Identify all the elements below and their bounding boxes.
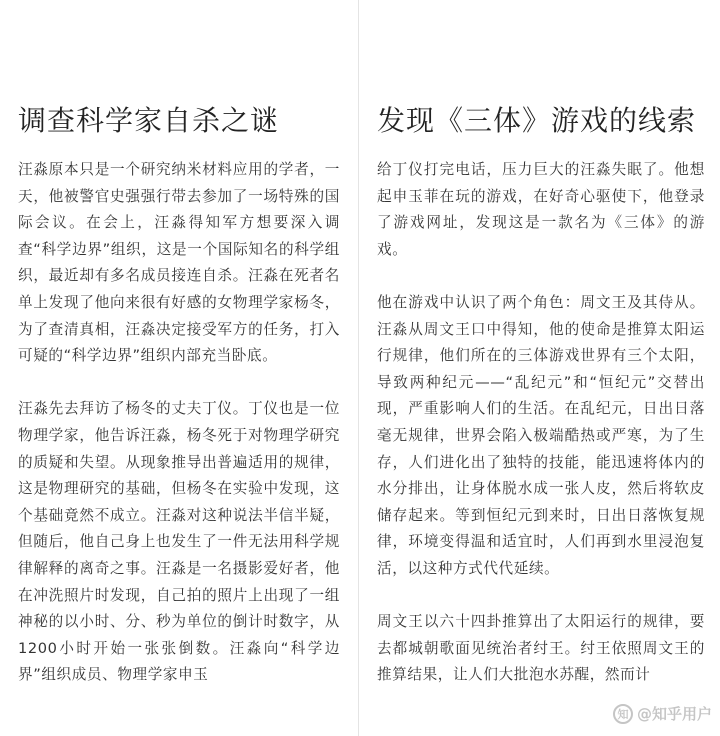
right-column — [358, 0, 720, 736]
right-body — [377, 157, 705, 715]
watermark-text: @知乎用户 — [636, 705, 712, 723]
right-heading: 发现《三体》游戏的线索 — [377, 104, 697, 137]
left-body — [18, 157, 340, 715]
zhihu-watermark — [613, 703, 712, 724]
left-paragraph-2: 汪淼先去拜访了杨冬的丈夫丁仪。丁仪也是一位物理学家，他告诉汪淼，杨冬死于对物理学研究的质疑和失望。从现象推导出普遍适用的规律，这是物理研究的基础，但杨冬在实验中发现，这个基础竟然不成立。汪淼对这种说法半信半疑，但随后，他自己身上也发生了一件无法用科学规律解释的离奇之事。汪淼是一名摄影爱好者，他在冲洗照片时发现，自己拍的照片上出现了一组神秘的以小时、分、秒为单位的倒计时数字，从1200小时开始一张张倒数。汪淼向“科学边界”组织成员、物理学家申玉 — [18, 400, 340, 684]
left-heading: 调查科学家自杀之谜 — [18, 104, 280, 137]
right-paragraph-2: 他在游戏中认识了两个角色：周文王及其侍从。汪淼从周文王口中得知，他的使命是推算太阳运行规律，他们所在的三体游戏世界有三个太阳，导致两种纪元——“乱纪元”和“恒纪元”交替出现，严重影响人们的生活。在乱纪元，日出日落毫无规律，世界会陷入极端酷热或严寒，为了生存，人们进化出了独特的技能，能迅速将体内的水分排出，让身体脱水成一张人皮，然后将软皮储存起来。等到恒纪元到来时，日出日落恢复规律，环境变得温和适宜时，人们再到水里浸泡复活，以这种方式代代延续。 — [377, 293, 705, 577]
left-column — [0, 0, 358, 736]
zhihu-icon: 知 — [613, 704, 633, 724]
right-paragraph-1: 给丁仪打完电话，压力巨大的汪淼失眠了。他想起申玉菲在玩的游戏，在好奇心驱使下，他登录了游戏网址，发现这是一款名为《三体》的游戏。 — [377, 161, 705, 258]
right-paragraph-3: 周文王以六十四卦推算出了太阳运行的规律，要去都城朝歌面见统治者纣王。纣王依照周文王的推算结果，让人们大批泡水苏醒，然而计 — [377, 613, 705, 684]
left-paragraph-1: 汪淼原本只是一个研究纳米材料应用的学者，一天，他被警官史强强行带去参加了一场特殊的国际会议。在会上，汪淼得知军方想要深入调查“科学边界”组织，这是一个国际知名的科学组织，最近却有多名成员接连自杀。汪淼在死者名单上发现了他向来很有好感的女物理学家杨冬，为了查清真相，汪淼决定接受军方的任务，打入可疑的“科学边界”组织内部充当卧底。 — [18, 161, 340, 365]
